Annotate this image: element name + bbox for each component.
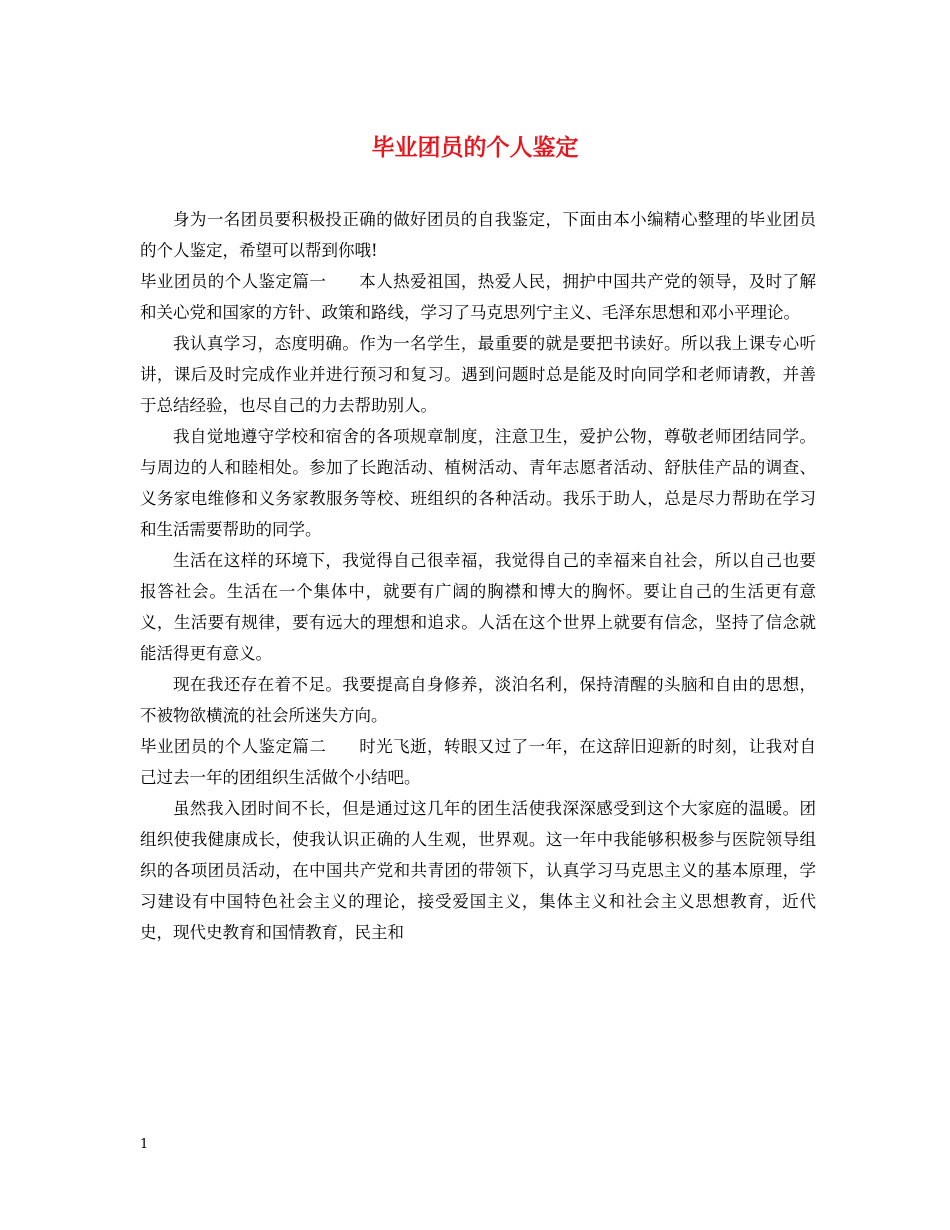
section-1-heading: 毕业团员的个人鉴定篇一 — [140, 272, 327, 291]
section-1-first-text: 本人热爱祖国，热爱人民，拥护中国共产党的领导，及时了解和关心党和国家的方针、政策和路线，学习了马克思列宁主义、毛泽东思想和邓小平理论。 — [140, 272, 817, 322]
page-number: 1 — [140, 1137, 149, 1152]
section-1-paragraph: 生活在这样的环境下，我觉得自己很幸福，我觉得自己的幸福来自社会，所以自己也要报答社会。生活在一个集体中，就要有广阔的胸襟和博大的胸怀。要让自己的生活更有意义，生活要有规律，要有远大的理想和追求。人活在这个世界上就要有信念，坚持了信念就能活得更有意义。 — [140, 551, 816, 663]
section-1-first-paragraph — [140, 266, 816, 328]
document-body — [140, 204, 816, 948]
section-1-paragraph: 我认真学习，态度明确。作为一名学生，最重要的就是要把书读好。所以我上课专心听讲，课后及时完成作业并进行预习和复习。遇到问题时总是能及时向同学和老师请教，并善于总结经验，也尽自己的力去帮助别人。 — [140, 334, 816, 415]
section-1-paragraph: 现在我还存在着不足。我要提高自身修养，淡泊名利，保持清醒的头脑和自由的思想，不被物欲横流的社会所迷失方向。 — [140, 675, 816, 725]
section-2-first-paragraph — [140, 731, 816, 793]
intro-paragraph: 身为一名团员要积极投正确的做好团员的自我鉴定，下面由本小编精心整理的毕业团员的个人鉴定，希望可以帮到你哦! — [140, 210, 816, 260]
section-1-paragraph: 我自觉地遵守学校和宿舍的各项规章制度，注意卫生，爱护公物，尊敬老师团结同学。与周边的人和睦相处。参加了长跑活动、植树活动、青年志愿者活动、舒肤佳产品的调查、义务家电维修和义务家教服务等校、班组织的各种活动。我乐于助人，总是尽力帮助在学习和生活需要帮助的同学。 — [140, 427, 816, 539]
section-2-paragraph: 虽然我入团时间不长，但是通过这几年的团生活使我深深感受到这个大家庭的温暖。团组织使我健康成长，使我认识正确的人生观，世界观。这一年中我能够积极参与医院领导组织的各项团员活动，在中国共产党和共青团的带领下，认真学习马克思主义的基本原理，学习建设有中国特色社会主义的理论，接受爱国主义，集体主义和社会主义思想教育，近代史，现代史教育和国情教育，民主和 — [140, 799, 816, 942]
document-title: 毕业团员的个人鉴定 — [371, 134, 579, 161]
section-2-heading: 毕业团员的个人鉴定篇二 — [140, 737, 327, 756]
section-2-first-text: 时光飞逝，转眼又过了一年，在这辞旧迎新的时刻，让我对自己过去一年的团组织生活做个小结吧。 — [140, 737, 817, 787]
